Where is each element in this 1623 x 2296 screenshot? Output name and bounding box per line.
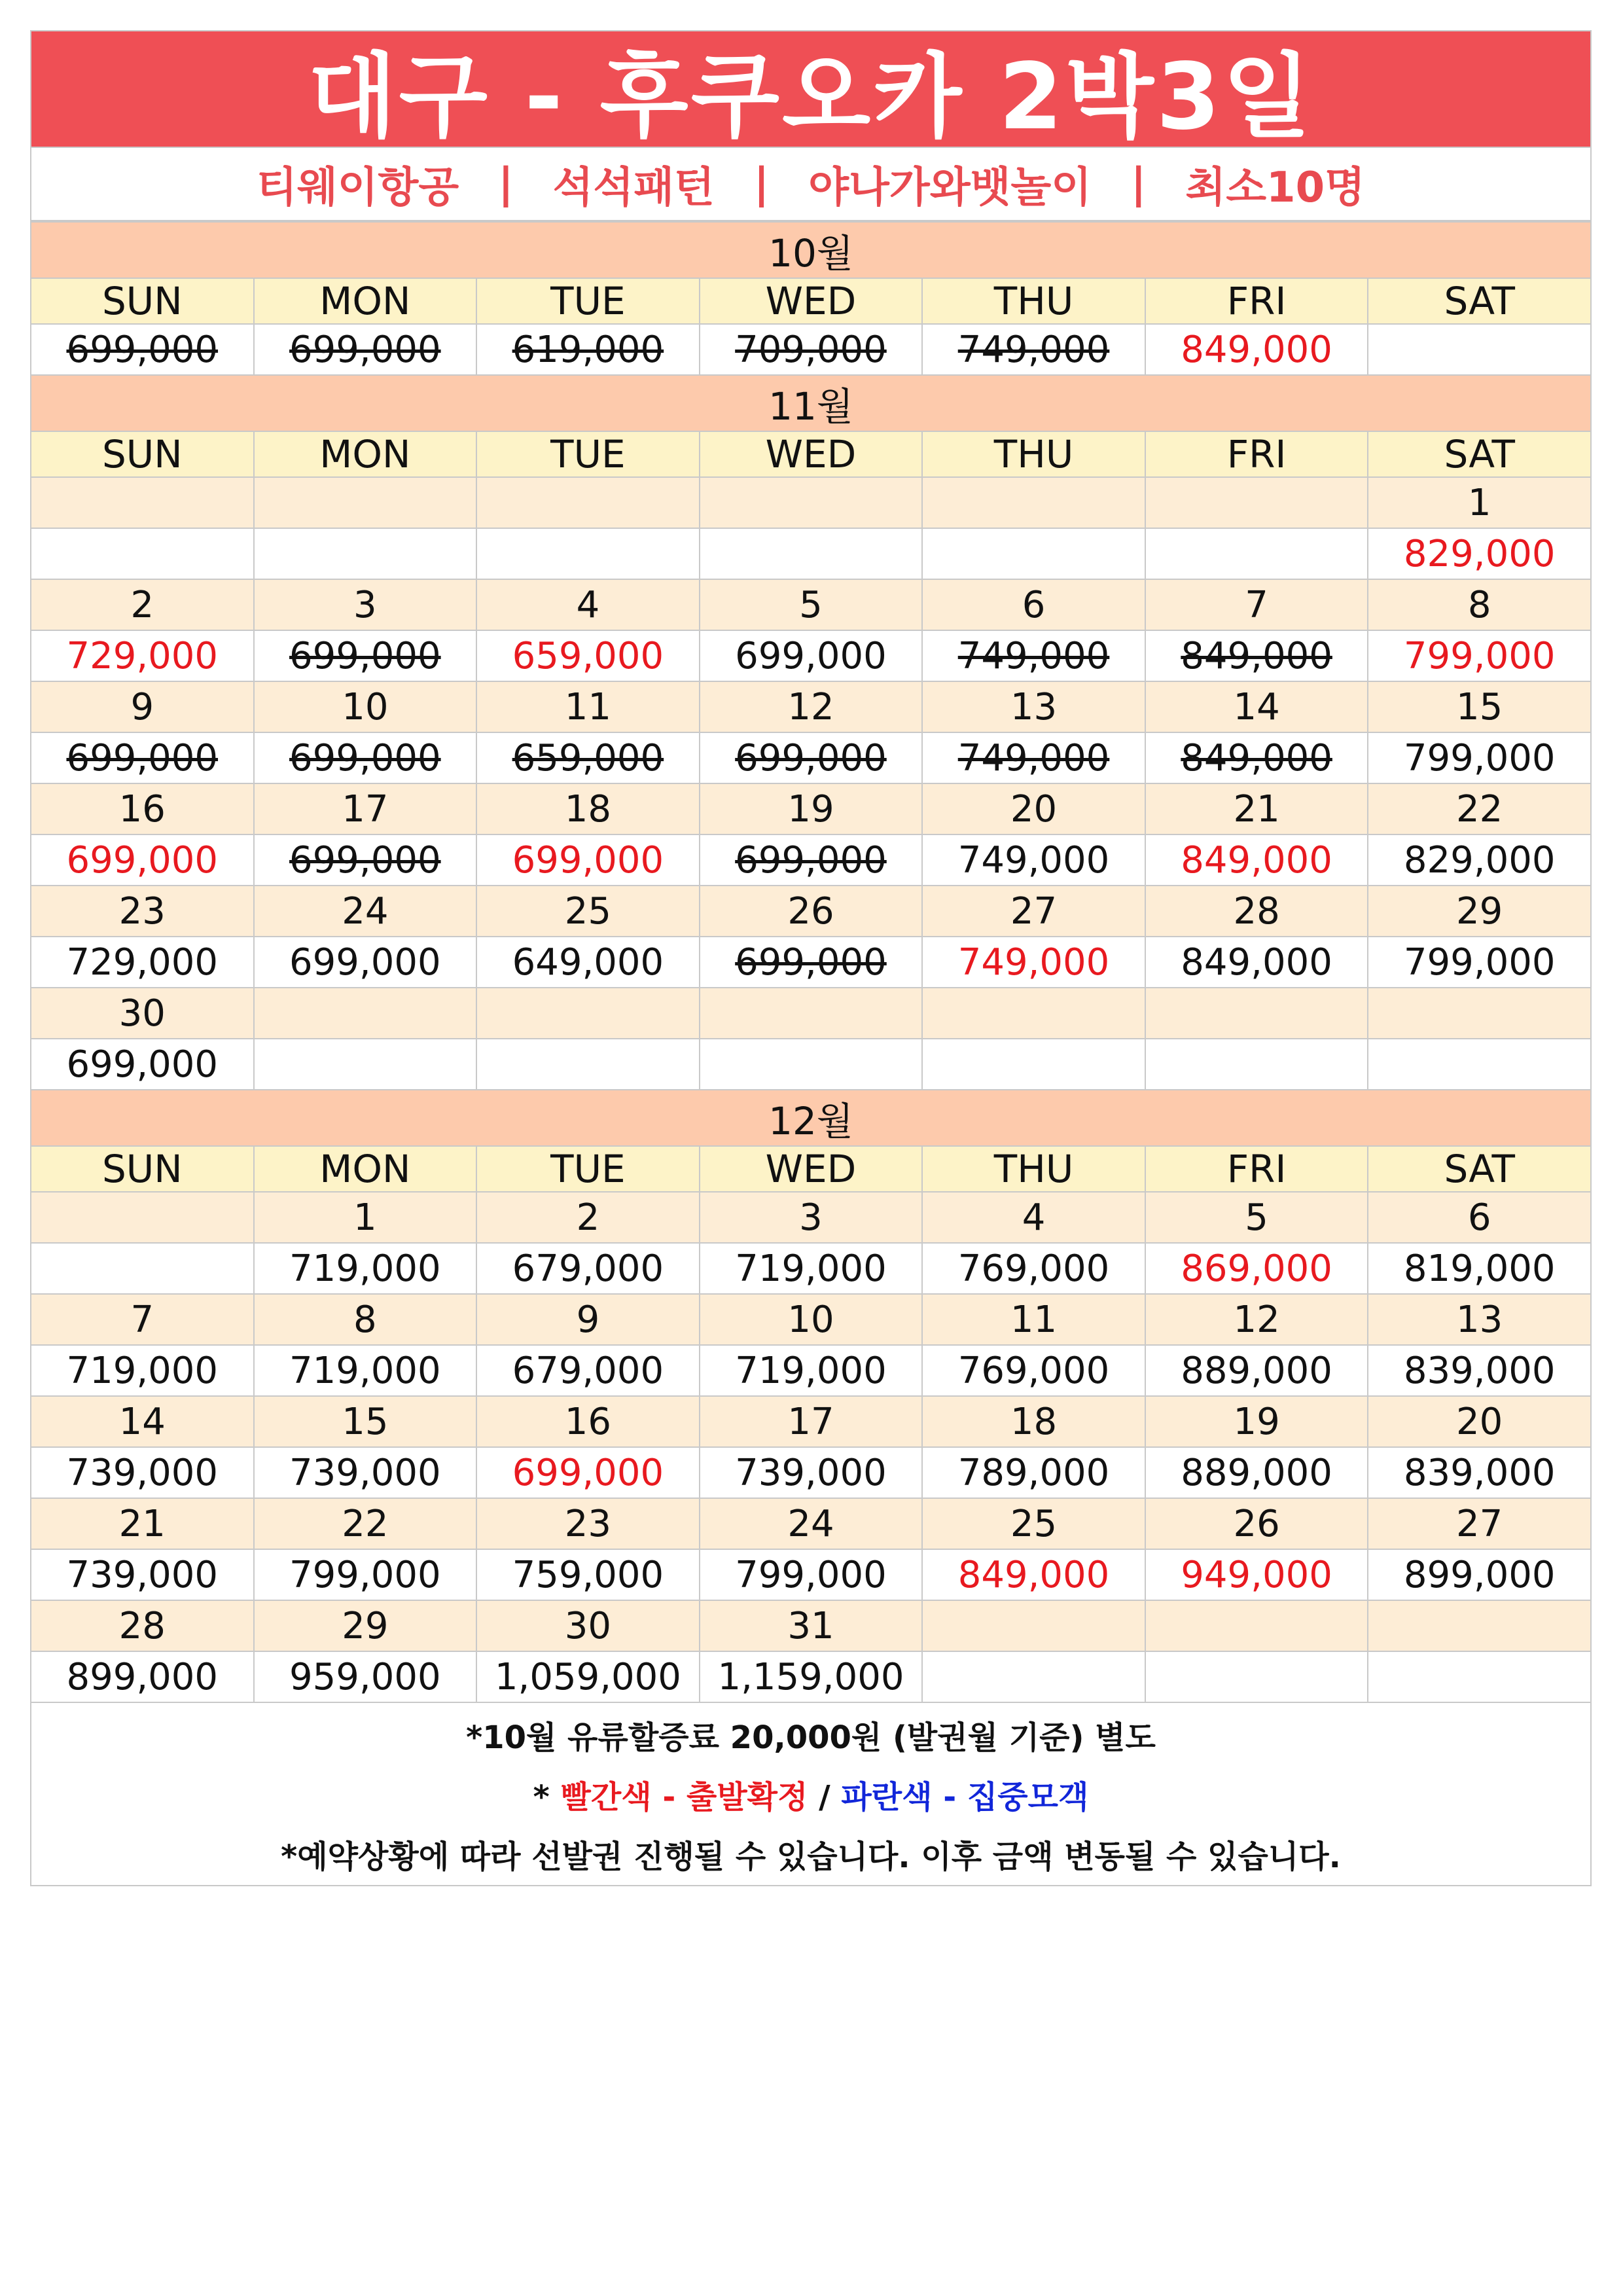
date-cell: 8: [254, 1294, 477, 1345]
price-cell: 699,000: [476, 834, 700, 886]
legend-focus: 파란색 - 집중모객: [841, 1778, 1089, 1816]
price-cell: 699,000: [476, 1447, 700, 1498]
price-cell: 699,000: [254, 732, 477, 783]
date-cell: [700, 988, 923, 1039]
price-cell: 729,000: [31, 630, 254, 681]
date-cell: 11: [476, 681, 700, 732]
date-cell: 17: [700, 1396, 923, 1447]
date-cell: 21: [1145, 783, 1368, 834]
price-cell: 699,000: [254, 937, 477, 988]
price-cell: [1145, 1039, 1368, 1090]
price-cell: 699,000: [700, 732, 923, 783]
price-row: [31, 732, 1591, 783]
weekday-sun: SUN: [31, 1146, 254, 1192]
weekday-fri: FRI: [1145, 278, 1368, 324]
date-row: [31, 579, 1591, 630]
date-cell: 12: [700, 681, 923, 732]
price-cell: 699,000: [31, 834, 254, 886]
month-label: 10월: [31, 222, 1591, 278]
price-cell: 899,000: [31, 1651, 254, 1702]
date-cell: 29: [1368, 886, 1591, 937]
weekday-mon: MON: [254, 278, 477, 324]
date-cell: 30: [31, 988, 254, 1039]
price-cell: 889,000: [1145, 1447, 1368, 1498]
date-row: [31, 1294, 1591, 1345]
price-cell: 889,000: [1145, 1345, 1368, 1396]
date-cell: [31, 1192, 254, 1243]
price-cell: 699,000: [700, 937, 923, 988]
date-cell: 24: [700, 1498, 923, 1549]
price-row: [31, 834, 1591, 886]
date-cell: 4: [922, 1192, 1145, 1243]
subtitle-separator: |: [498, 160, 514, 208]
weekday-thu: THU: [922, 278, 1145, 324]
legend-confirmed: 빨간색 - 출발확정: [560, 1778, 808, 1816]
subtitle-separator: |: [753, 160, 770, 208]
date-cell: 7: [31, 1294, 254, 1345]
weekday-tue: TUE: [476, 431, 700, 477]
date-cell: 15: [254, 1396, 477, 1447]
price-cell: 899,000: [1368, 1549, 1591, 1600]
price-cell: 829,000: [1368, 834, 1591, 886]
price-cell: 739,000: [254, 1447, 477, 1498]
date-cell: [1145, 1600, 1368, 1651]
price-calendar-sheet: [30, 30, 1592, 1886]
price-cell: 849,000: [1145, 732, 1368, 783]
date-cell: 2: [476, 1192, 700, 1243]
date-cell: 31: [700, 1600, 923, 1651]
price-cell: 1,059,000: [476, 1651, 700, 1702]
date-cell: 22: [1368, 783, 1591, 834]
price-cell: 729,000: [31, 937, 254, 988]
price-cell: [700, 1039, 923, 1090]
month-header-row: [31, 1090, 1591, 1146]
month-label: 11월: [31, 375, 1591, 431]
subtitle-separator: |: [1131, 160, 1147, 208]
date-cell: [476, 477, 700, 528]
weekday-fri: FRI: [1145, 431, 1368, 477]
price-cell: 719,000: [700, 1243, 923, 1294]
date-cell: [700, 477, 923, 528]
weekday-thu: THU: [922, 431, 1145, 477]
date-cell: 28: [1145, 886, 1368, 937]
price-cell: 799,000: [1368, 937, 1591, 988]
price-cell: 749,000: [922, 732, 1145, 783]
price-cell: [254, 528, 477, 579]
price-cell: [922, 1039, 1145, 1090]
price-cell: 849,000: [1145, 630, 1368, 681]
date-cell: 23: [476, 1498, 700, 1549]
date-cell: 14: [1145, 681, 1368, 732]
price-cell: 749,000: [922, 630, 1145, 681]
date-cell: 7: [1145, 579, 1368, 630]
price-cell: 869,000: [1145, 1243, 1368, 1294]
subtitle-tour: 야나가와뱃놀이: [808, 164, 1092, 212]
price-cell: 719,000: [254, 1345, 477, 1396]
price-cell: 759,000: [476, 1549, 700, 1600]
date-row: [31, 886, 1591, 937]
date-cell: [1145, 988, 1368, 1039]
date-cell: 16: [476, 1396, 700, 1447]
date-row: [31, 681, 1591, 732]
subtitle-bar: [30, 148, 1592, 221]
page-title: 대구 - 후쿠오카 2박3일: [30, 30, 1592, 148]
price-cell: [922, 1651, 1145, 1702]
price-cell: 719,000: [254, 1243, 477, 1294]
price-cell: 659,000: [476, 630, 700, 681]
price-row: [31, 1549, 1591, 1600]
weekday-fri: FRI: [1145, 1146, 1368, 1192]
weekday-tue: TUE: [476, 278, 700, 324]
date-cell: 30: [476, 1600, 700, 1651]
date-cell: 9: [31, 681, 254, 732]
price-cell: [1145, 1651, 1368, 1702]
date-row: [31, 783, 1591, 834]
date-cell: 5: [700, 579, 923, 630]
date-cell: 25: [476, 886, 700, 937]
weekday-wed: WED: [700, 431, 923, 477]
color-legend: [533, 1772, 1089, 1817]
weekday-mon: MON: [254, 431, 477, 477]
price-cell: 819,000: [1368, 1243, 1591, 1294]
date-cell: 10: [700, 1294, 923, 1345]
date-cell: [254, 988, 477, 1039]
date-row: [31, 1498, 1591, 1549]
price-cell: 709,000: [700, 324, 923, 375]
subtitle-airline: 티웨이항공: [257, 164, 459, 212]
legend-slash: /: [819, 1778, 830, 1816]
price-cell: 799,000: [1368, 732, 1591, 783]
price-cell: 699,000: [700, 630, 923, 681]
price-cell: 659,000: [476, 732, 700, 783]
weekday-sat: SAT: [1368, 278, 1591, 324]
weekday-sun: SUN: [31, 278, 254, 324]
date-cell: [922, 988, 1145, 1039]
price-cell: 679,000: [476, 1243, 700, 1294]
price-row: [31, 1039, 1591, 1090]
date-cell: 4: [476, 579, 700, 630]
price-cell: 839,000: [1368, 1345, 1591, 1396]
price-cell: [1368, 324, 1591, 375]
price-cell: [1368, 1651, 1591, 1702]
weekday-sat: SAT: [1368, 431, 1591, 477]
weekday-header-row: [31, 1146, 1591, 1192]
price-cell: [922, 528, 1145, 579]
month-header-row: [31, 222, 1591, 278]
subtitle-min-pax: 최소10명: [1185, 164, 1365, 212]
date-cell: 17: [254, 783, 477, 834]
price-cell: 739,000: [31, 1549, 254, 1600]
date-cell: 12: [1145, 1294, 1368, 1345]
price-cell: [476, 528, 700, 579]
date-cell: [922, 1600, 1145, 1651]
price-cell: [1368, 1039, 1591, 1090]
date-cell: 3: [700, 1192, 923, 1243]
price-cell: 849,000: [1145, 937, 1368, 988]
price-row: [31, 324, 1591, 375]
date-row: [31, 477, 1591, 528]
date-cell: 1: [254, 1192, 477, 1243]
month-header-row: [31, 375, 1591, 431]
date-cell: 8: [1368, 579, 1591, 630]
price-cell: [254, 1039, 477, 1090]
date-row: [31, 1192, 1591, 1243]
price-cell: 699,000: [31, 732, 254, 783]
date-cell: 18: [922, 1396, 1145, 1447]
date-cell: 13: [922, 681, 1145, 732]
price-cell: 739,000: [700, 1447, 923, 1498]
price-row: [31, 528, 1591, 579]
weekday-wed: WED: [700, 278, 923, 324]
date-cell: [1368, 988, 1591, 1039]
price-cell: 699,000: [31, 1039, 254, 1090]
price-cell: [700, 528, 923, 579]
price-cell: 849,000: [1145, 834, 1368, 886]
price-cell: 619,000: [476, 324, 700, 375]
date-cell: 20: [1368, 1396, 1591, 1447]
price-cell: 829,000: [1368, 528, 1591, 579]
weekday-header-row: [31, 431, 1591, 477]
legend-star: *: [533, 1778, 550, 1816]
price-cell: 699,000: [254, 834, 477, 886]
weekday-wed: WED: [700, 1146, 923, 1192]
price-cell: 799,000: [700, 1549, 923, 1600]
price-cell: 839,000: [1368, 1447, 1591, 1498]
date-cell: 27: [922, 886, 1145, 937]
price-cell: 699,000: [254, 324, 477, 375]
price-cell: 719,000: [700, 1345, 923, 1396]
price-row: [31, 1243, 1591, 1294]
date-cell: 19: [1145, 1396, 1368, 1447]
date-cell: 20: [922, 783, 1145, 834]
price-cell: 649,000: [476, 937, 700, 988]
price-cell: 749,000: [922, 834, 1145, 886]
disclaimer-note: *예약상황에 따라 선발권 진행될 수 있습니다. 이후 금액 변동될 수 있습니다.: [281, 1838, 1341, 1875]
date-cell: 9: [476, 1294, 700, 1345]
date-cell: 27: [1368, 1498, 1591, 1549]
date-cell: [254, 477, 477, 528]
weekday-thu: THU: [922, 1146, 1145, 1192]
date-cell: 2: [31, 579, 254, 630]
date-cell: [1368, 1600, 1591, 1651]
subtitle-pattern: 석석패턴: [552, 164, 715, 212]
price-cell: 849,000: [922, 1549, 1145, 1600]
date-row: [31, 1396, 1591, 1447]
date-cell: 28: [31, 1600, 254, 1651]
date-row: [31, 1600, 1591, 1651]
month-label: 12월: [31, 1090, 1591, 1146]
surcharge-note: *10월 유류할증료 20,000원 (발권월 기준) 별도: [466, 1719, 1156, 1756]
price-row: [31, 630, 1591, 681]
date-cell: 21: [31, 1498, 254, 1549]
date-cell: 24: [254, 886, 477, 937]
price-cell: 749,000: [922, 324, 1145, 375]
weekday-tue: TUE: [476, 1146, 700, 1192]
price-cell: 959,000: [254, 1651, 477, 1702]
date-cell: 16: [31, 783, 254, 834]
date-row: [31, 988, 1591, 1039]
price-cell: [476, 1039, 700, 1090]
weekday-sun: SUN: [31, 431, 254, 477]
price-cell: 699,000: [254, 630, 477, 681]
date-cell: 15: [1368, 681, 1591, 732]
date-cell: 6: [922, 579, 1145, 630]
date-cell: [476, 988, 700, 1039]
date-cell: 22: [254, 1498, 477, 1549]
price-cell: 789,000: [922, 1447, 1145, 1498]
date-cell: 6: [1368, 1192, 1591, 1243]
price-cell: 799,000: [254, 1549, 477, 1600]
date-cell: [31, 477, 254, 528]
price-cell: [31, 528, 254, 579]
price-row: [31, 1651, 1591, 1702]
date-cell: 19: [700, 783, 923, 834]
price-cell: 739,000: [31, 1447, 254, 1498]
price-row: [31, 1345, 1591, 1396]
price-cell: 849,000: [1145, 324, 1368, 375]
date-cell: 3: [254, 579, 477, 630]
price-cell: 769,000: [922, 1345, 1145, 1396]
weekday-mon: MON: [254, 1146, 477, 1192]
price-cell: 749,000: [922, 937, 1145, 988]
date-cell: 14: [31, 1396, 254, 1447]
price-cell: 699,000: [700, 834, 923, 886]
date-cell: 26: [1145, 1498, 1368, 1549]
price-cell: 719,000: [31, 1345, 254, 1396]
price-row: [31, 1447, 1591, 1498]
date-cell: 5: [1145, 1192, 1368, 1243]
notes-section: [30, 1703, 1592, 1886]
date-cell: 13: [1368, 1294, 1591, 1345]
price-cell: [31, 1243, 254, 1294]
weekday-header-row: [31, 278, 1591, 324]
date-cell: 11: [922, 1294, 1145, 1345]
price-cell: 679,000: [476, 1345, 700, 1396]
price-cell: 769,000: [922, 1243, 1145, 1294]
price-cell: 1,159,000: [700, 1651, 923, 1702]
date-cell: 25: [922, 1498, 1145, 1549]
price-cell: 949,000: [1145, 1549, 1368, 1600]
date-cell: 26: [700, 886, 923, 937]
date-cell: 29: [254, 1600, 477, 1651]
price-cell: 699,000: [31, 324, 254, 375]
price-row: [31, 937, 1591, 988]
date-cell: [922, 477, 1145, 528]
date-cell: 23: [31, 886, 254, 937]
date-cell: 10: [254, 681, 477, 732]
date-cell: 18: [476, 783, 700, 834]
price-cell: [1145, 528, 1368, 579]
weekday-sat: SAT: [1368, 1146, 1591, 1192]
calendar-table: [30, 221, 1592, 1703]
date-cell: [1145, 477, 1368, 528]
date-cell: 1: [1368, 477, 1591, 528]
price-cell: 799,000: [1368, 630, 1591, 681]
